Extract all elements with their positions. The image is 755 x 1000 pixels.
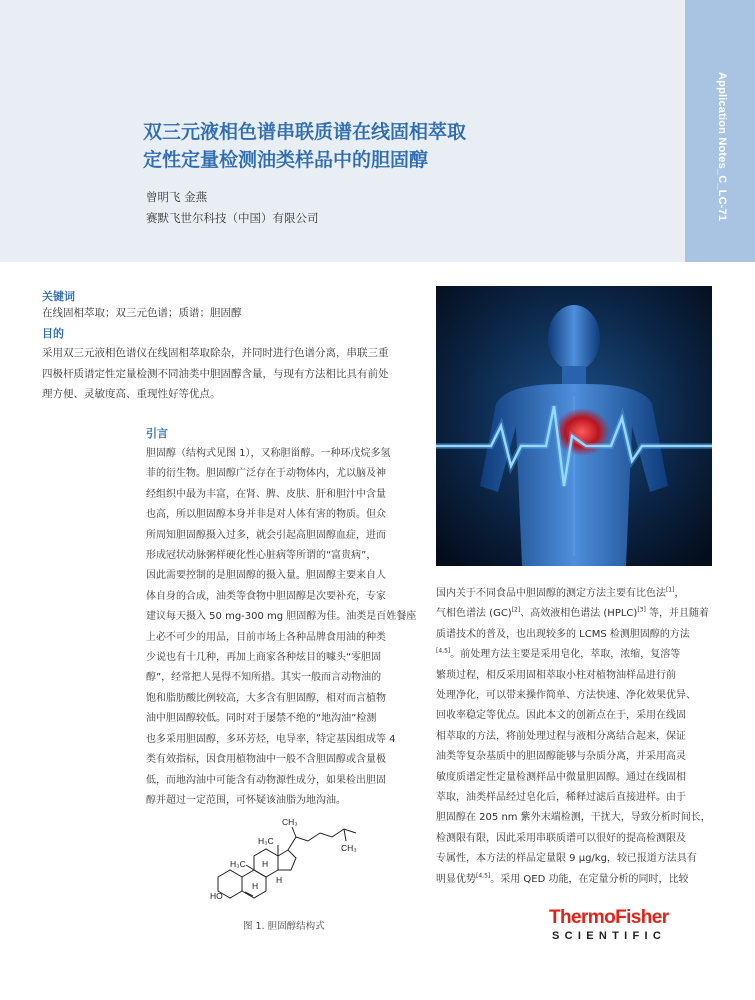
side-tab (685, 0, 755, 262)
text-line: 因此需要控制的是胆固醇的摄入量。胆固醇主要来自人 (146, 570, 386, 582)
aim-heading: 目的 (42, 327, 64, 340)
svg-text:ThermoFisher: ThermoFisher (549, 907, 669, 928)
text-line: 类有效指标，因食用植物油中一般不含胆固醇或含量极 (146, 754, 386, 766)
thermofisher-logo (549, 903, 699, 943)
text-line: 菲的衍生物。胆固醇广泛存在于动物体内，尤以脑及神 (146, 468, 386, 480)
cholesterol-structure (196, 815, 371, 905)
heart-illustration (436, 286, 712, 566)
text-line: 胆固醇（结构式见图 1），又称胆甾醇。一种环戊烷多氢 (146, 448, 391, 459)
text-line: 回收率稳定等优点。因此本文的创新点在于，采用在线固 (436, 710, 686, 722)
text-line: 专属性，本方法的样品定量限 9 μg/kg，较已报道方法具有 (436, 853, 697, 865)
methyl-label: H₃C (258, 836, 274, 846)
h-label: H (262, 859, 269, 869)
text-line: 萃取，油类样品经过皂化后，稀释过滤后直接进样。由于 (436, 792, 686, 804)
intro-column-2 (436, 584, 716, 890)
text-line: 也高，所以胆固醇本身并非是对人体有害的物质。但众 (146, 509, 386, 521)
text-line: 也多采用胆固醇，多环芳烃，电导率，特定基因组成等 4 (146, 733, 396, 745)
text-line: [4,5]。前处理方法主要是采用皂化，萃取，浓缩，复溶等 (436, 647, 681, 661)
ho-label: HO (210, 891, 223, 901)
text-line: 国内关于不同食品中胆固醇的测定方法主要有比色法[1]， (436, 586, 685, 599)
side-tab-label: Application Notes_C_LC-71 (716, 72, 728, 222)
text-line: 繁琐过程，相反采用固相萃取小柱对植物油样品进行前 (436, 669, 676, 681)
text-line: 形成冠状动脉粥样硬化性心脏病等所谓的“富贵病”， (146, 550, 377, 562)
text-line: 质谱技术的普及，也出现较多的 LCMS 检测胆固醇的方法 (436, 628, 690, 640)
page-title (143, 118, 663, 174)
keywords-heading: 关键词 (42, 290, 75, 303)
text-line: 醇”，经常把人晃得不知所措。其实一般而言动物油的 (146, 672, 382, 684)
text-line: 体自身的合成，油类等食物中胆固醇是次要补充，专家 (146, 590, 386, 602)
text-line: 明显优势[4,5]。采用 QED 功能，在定量分析的同时，比较 (436, 872, 689, 885)
aim-line: 四极杆质谱定性定量检测不同油类中胆固醇含量，与现有方法相比具有前处 (42, 367, 389, 380)
authors: 曾明飞 金燕 (146, 190, 208, 204)
text-line: 饱和脂肪酸比例较高，大多含有胆固醇，相对而言植物 (146, 692, 386, 704)
text-line: 上必不可少的用品，目前市场上各种品牌食用油的种类 (146, 631, 386, 643)
keywords-text: 在线固相萃取；双三元色谱；质谱；胆固醇 (42, 307, 242, 319)
text-line: 经组织中最为丰富，在肾、脾、皮肤、肝和胆汁中含量 (146, 488, 386, 500)
title-line-2: 定性定量检测油类样品中的胆固醇 (143, 149, 429, 171)
methyl-label: CH₃ (282, 817, 298, 827)
aim-line: 理方便、灵敏度高、重现性好等优点。 (42, 388, 221, 400)
figure-caption: 图 1. 胆固醇结构式 (243, 921, 325, 932)
text-line: 油类等复杂基质中的胆固醇能够与杂质分离，并采用高灵 (436, 751, 686, 763)
text-line: 少说也有十几种，再加上商家各种炫目的噱头“零胆固 (146, 652, 382, 664)
text-line: 胆固醇在 205 nm 紫外末端检测，干扰大，导致分析时间长， (436, 812, 711, 824)
h-label: H (276, 875, 283, 885)
text-line: 敏度质谱定性定量检测样品中微量胆固醇。通过在线固相 (436, 771, 686, 783)
text-line: 所周知胆固醇摄入过多，就会引起高胆固醇血症，进而 (146, 529, 386, 541)
text-line: 气相色谱法 (GC)[2]、高效液相色谱法 (HPLC)[3] 等，并且随着 (436, 607, 709, 620)
svg-text:SCIENTIFIC: SCIENTIFIC (552, 930, 667, 942)
methyl-label: CH₃ (341, 843, 357, 853)
aim-text (42, 343, 432, 405)
text-line: 低，而地沟油中可能含有动物源性成分，如果检出胆固 (146, 774, 386, 786)
text-line: 相萃取的方法，将前处理过程与液相分离结合起来，保证 (436, 730, 686, 742)
title-line-1: 双三元液相色谱串联质谱在线固相萃取 (143, 121, 467, 143)
text-line: 油中胆固醇较低。同时对于屡禁不绝的“地沟油”检测 (146, 713, 377, 725)
text-line: 醇并超过一定范围，可怀疑该油脂为地沟油。 (146, 794, 346, 806)
intro-heading: 引言 (146, 427, 168, 440)
intro-column-1 (146, 444, 421, 811)
h-label: H (252, 881, 259, 891)
text-line: 处理净化，可以带来操作简单、方法快速、净化效果优异、 (436, 690, 696, 702)
company: 赛默飞世尔科技（中国）有限公司 (146, 211, 319, 225)
methyl-label: H₃C (230, 859, 246, 869)
aim-line: 采用双三元液相色谱仪在线固相萃取除杂，并同时进行色谱分离，串联三重 (42, 347, 389, 359)
text-line: 检测限有限，因此采用串联质谱可以很好的提高检测限及 (436, 832, 686, 844)
text-line: 建议每天摄入 50 mg-300 mg 胆固醇为佳。油类是百姓餐座 (146, 611, 417, 623)
